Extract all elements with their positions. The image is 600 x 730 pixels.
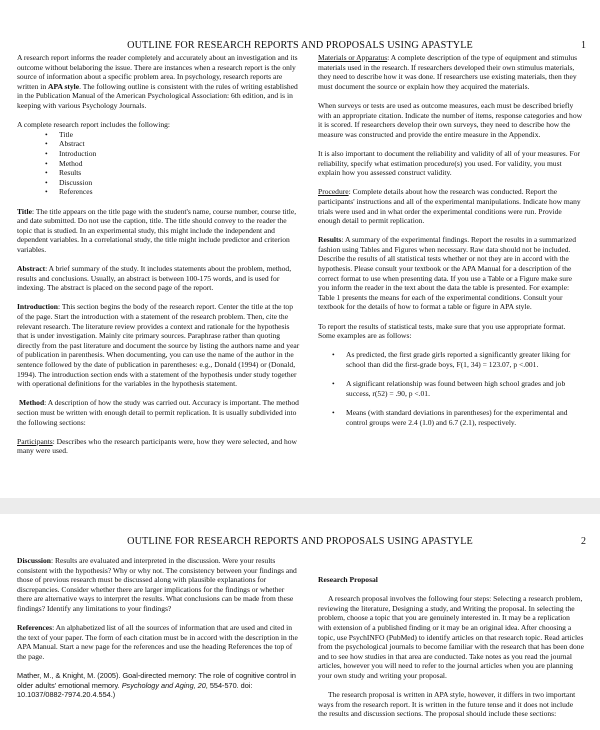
section-heading: Procedure (318, 187, 349, 197)
section-heading: References (17, 623, 53, 633)
intro-text: A research report informs the reader completely and accurately about an investigation and its outcome without belaboring the issue. There are instances when a research report is the only source of information about a specific problem area. In psychology, research reports are written in (17, 53, 298, 91)
list-item: • Means (with standard deviations in parentheses) for the experimental and control groups were 2.4 (1.0) and 6.7 (2.1), respectively. (332, 408, 584, 427)
left-column (17, 556, 300, 710)
abstract-section (17, 264, 300, 293)
section-heading: Method (19, 398, 45, 408)
page-number: 1 (581, 40, 586, 51)
list-item: • Abstract (49, 139, 300, 149)
citation-text: Mather, M., & Knight, M. (2005). Goal-directed memory: The role of cognitive control in older adults' emotional memory. (17, 671, 296, 690)
page-title: OUTLINE FOR RESEARCH REPORTS AND PROPOSALS USING APASTYLE (127, 536, 473, 547)
discussion-section (17, 556, 300, 614)
intro-paragraph (17, 53, 300, 111)
materials-section (318, 53, 584, 91)
section-heading: Abstract (17, 264, 46, 274)
section-text: : Results are evaluated and interpreted in the discussion. Were your results consistent with the hypothesis? Why or why not. The consistency between your findings and those of previous research must be discussed along with plausible explanations for discrepancies. Consider whether there are larger implications for the findings or whether there are alternative ways to interpret the results. What conclusions can be made from these findings? Identify any limitations to your findings? (17, 556, 297, 613)
page-2 (0, 514, 600, 730)
page-title: OUTLINE FOR RESEARCH REPORTS AND PROPOSALS USING APASTYLE (127, 40, 473, 51)
right-column (318, 53, 584, 437)
list-item: • As predicted, the first grade girls reported a significantly greater liking for school than did the first-grade boys, F(1, 34) = 123.07, p <.001. (332, 350, 584, 369)
section-text: : A complete description of the type of equipment and stimulus materials used in the research. If researchers developed their own stimulus materials, they need to describe how it was done. If researchers use existing materials, then they must document the source or explain how they acquired the materials. (318, 53, 578, 91)
includes-intro: A complete research report includes the following: (17, 120, 170, 130)
left-column (17, 53, 300, 466)
apa-style-term: APA style (48, 81, 80, 91)
title-section (17, 207, 300, 255)
list-item: • A significant relationship was found between high school grades and job success, r(52) = .90, p <.01. (332, 379, 584, 398)
section-heading: Discussion (17, 556, 51, 565)
proposal-paragraph-2: The research proposal is written in APA style, however, it differs in two important ways from the research report. It is written in the future tense and it does not include the results and discussion sections. The proposal should include these sections: (318, 690, 576, 719)
stats-intro: To report the results of statistical tests, make sure that you use appropriate format. Some examples are as follows: (318, 321, 566, 341)
references-section (17, 623, 300, 661)
section-heading: Participants (17, 436, 53, 446)
page-number: 2 (581, 536, 586, 547)
sections-list (17, 130, 300, 197)
section-heading: Title (17, 206, 32, 216)
intro-text-end: . The following outline is consistent with the rules of writing established in the Publication Manual of the American Psychological Association: 6th edition, and is in keeping with various Psychology Journals. (17, 81, 298, 110)
procedure-section (318, 187, 584, 225)
citation-example (17, 671, 300, 700)
section-text: : A description of how the study was carried out. Accuracy is important. The method section must be written with enough detail to permit replication. It is usually subdivided into the following sections: (17, 398, 299, 427)
proposal-paragraph-1: A research proposal involves the following four steps: Selecting a research problem, reviewing the literature, Designing a study, and Writing the proposal. In selecting the problem, choose a topic that you are genuinely interested in. It may be a replication with extension of a published finding or it may be an original idea. After choosing a topic, use PsychINFO (PubMed) to identify articles on that research topic. Read articles from the psychological journals to become familiar with the research that has been done and to see how studies in that area are conducted. Take notes as you read the journal articles, however you will need to refer to the journal articles when you are planning your own study and writing your proposal. (318, 594, 584, 680)
section-text: : An alphabetized list of all the sources of information that are used and cited in the text of your paper. The form of each citation must be in accord with the description in the APA Manual. Start a new page for the references and use the heading References the top of the page. (17, 623, 298, 661)
method-section (17, 398, 300, 427)
right-column (318, 556, 584, 729)
list-item: • Method (49, 159, 300, 169)
section-text: : A brief summary of the study. It includes statements about the problem, method, results and conclusions. Usually, an abstract is between 100-175 words, and is used for indexing. The abstract is placed on the second page of the report. (17, 264, 292, 293)
section-text: : A summary of the experimental findings. Report the results in a summarized fashion using Tables and Figures when necessary. Raw data should not be included. Describe the results of all statistical tests whether or not they are in accord with the hypothesis. Please consult your textbook or the APA Manual for a description of the correct format to use when presenting data. If you use a Table or a Figure make sure you inform the reader in the text about the data the table is presented. For example: Table 1 presents the means for each of the experimental conditions. Consult your textbook for the details of how to format a table or figure in APA style. (318, 235, 577, 312)
examples-list (318, 350, 584, 427)
surveys-paragraph: When surveys or tests are used as outcome measures, each must be described briefly with an appropriate citation. Indicate the number of items, response categories and how it is scored. If researchers develop their own surveys, they need to describe how the measure was constructed and provide the entire measure in the Appendix. (318, 100, 583, 139)
page-separator (0, 498, 600, 514)
section-heading: Introduction (17, 302, 58, 312)
list-item: • Introduction (49, 149, 300, 159)
reliability-paragraph: It is also important to document the reliability and validity of all of your measures. For reliability, specify what estimation procedure(s) you used. For validity, you must explain how you assessed construct validity. (318, 148, 580, 178)
section-text: : Complete details about how the research was conducted. Report the participants' instructions and all of the experimental manipulations. Indicate how many trials were used and in what order the experimental conditions were run. Provide enough detail to permit replication. (318, 187, 581, 226)
citation-text-end: , 554-570. doi: 10.1037/0882-7974.20.4.554.) (17, 680, 253, 700)
list-item: • Discussion (49, 178, 300, 188)
list-item: • Title (49, 130, 300, 140)
citation-journal: Psychology and Aging, 20 (121, 680, 206, 690)
list-item: • References (49, 187, 300, 197)
section-heading: Research Proposal (318, 575, 378, 584)
section-text: : Describes who the research participants were, how they were selected, and how many were used. (17, 436, 297, 456)
introduction-section (17, 302, 300, 388)
section-heading: Results (318, 235, 342, 245)
proposal-heading (318, 575, 584, 585)
section-text: : This section begins the body of the research report. Center the title at the top of the page. Start the introduction with a statement of the research problem. Then, cite the relevant research. The literature review provides a context and rationale for the hypothesis that is under investigation. Mainly cite primary sources. Paraphrase rather than quoting directly from the past literature and document the source by listing the authors name and year of publication in parenthesis. When documenting, you can use the name of the author in the sentence followed by the date of publication in parentheses: e.g., Donald (1994) or (Donald, 1994). The introduction section ends with a statement of the hypothesis under study together with operational definitions for the variables in the hypothesis statement. (17, 302, 300, 389)
section-text: : The title appears on the title page with the student's name, course number, course title, and date submitted. Do not use the caption, title. The title should convey to the reader the topic that is studied. In an experimental study, this might include the independent and dependent variables. In a correlational study, the title might include predictor and criterion variables. (17, 206, 297, 254)
participants-section (17, 437, 300, 456)
results-section (318, 235, 584, 312)
list-item: • Results (49, 168, 300, 178)
section-heading: Materials or Apparatus (318, 53, 388, 62)
